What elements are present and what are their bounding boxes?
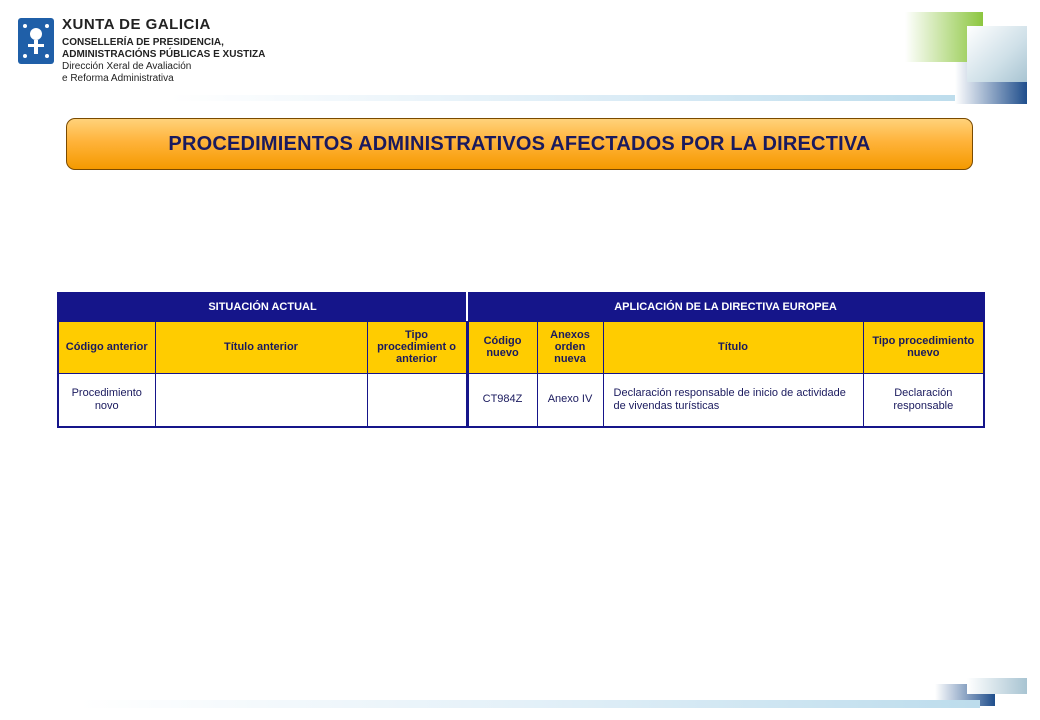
col-header-tipo-anterior: Tipo procedimient o anterior bbox=[367, 321, 467, 373]
department-line-1: CONSELLERÍA DE PRESIDENCIA, bbox=[62, 37, 224, 48]
table-row bbox=[58, 373, 984, 427]
col-header-tipo-nuevo: Tipo procedimiento nuevo bbox=[863, 321, 984, 373]
cell-tipo-anterior bbox=[367, 373, 467, 427]
cell-codigo-anterior: Procedimiento novo bbox=[58, 373, 155, 427]
cell-titulo-anterior bbox=[155, 373, 367, 427]
column-header-row bbox=[58, 321, 984, 373]
organization-header bbox=[62, 16, 265, 85]
group-header-current: SITUACIÓN ACTUAL bbox=[58, 293, 467, 321]
subdepartment-line-1: Dirección Xeral de Avaliación bbox=[62, 61, 192, 72]
procedures-table bbox=[57, 292, 985, 428]
cell-titulo: Declaración responsable de inicio de actividade de vivendas turísticas bbox=[603, 373, 863, 427]
col-header-codigo-nuevo: Código nuevo bbox=[467, 321, 537, 373]
col-header-titulo-anterior: Título anterior bbox=[155, 321, 367, 373]
col-header-codigo-anterior: Código anterior bbox=[58, 321, 155, 373]
department-line-2: ADMINISTRACIÓNS PÚBLICAS E XUSTIZA bbox=[62, 49, 266, 60]
subdepartment-line-2: e Reforma Administrativa bbox=[62, 73, 174, 84]
group-header-row bbox=[58, 293, 984, 321]
cell-anexos: Anexo IV bbox=[537, 373, 603, 427]
col-header-anexos: Anexos orden nueva bbox=[537, 321, 603, 373]
page-title: PROCEDIMIENTOS ADMINISTRATIVOS AFECTADOS POR LA DIRECTIVA bbox=[168, 132, 871, 155]
footer-divider bbox=[80, 700, 980, 708]
cell-codigo-nuevo: CT984Z bbox=[467, 373, 537, 427]
title-banner bbox=[66, 118, 973, 170]
org-name: XUNTA DE GALICIA bbox=[62, 16, 211, 33]
col-header-titulo: Título bbox=[603, 321, 863, 373]
decoration-top-right bbox=[905, 12, 1027, 104]
cell-tipo-nuevo: Declaración responsable bbox=[863, 373, 984, 427]
header-divider bbox=[170, 95, 970, 101]
coat-of-arms-icon bbox=[18, 18, 54, 64]
group-header-directive: APLICACIÓN DE LA DIRECTIVA EUROPEA bbox=[467, 293, 984, 321]
